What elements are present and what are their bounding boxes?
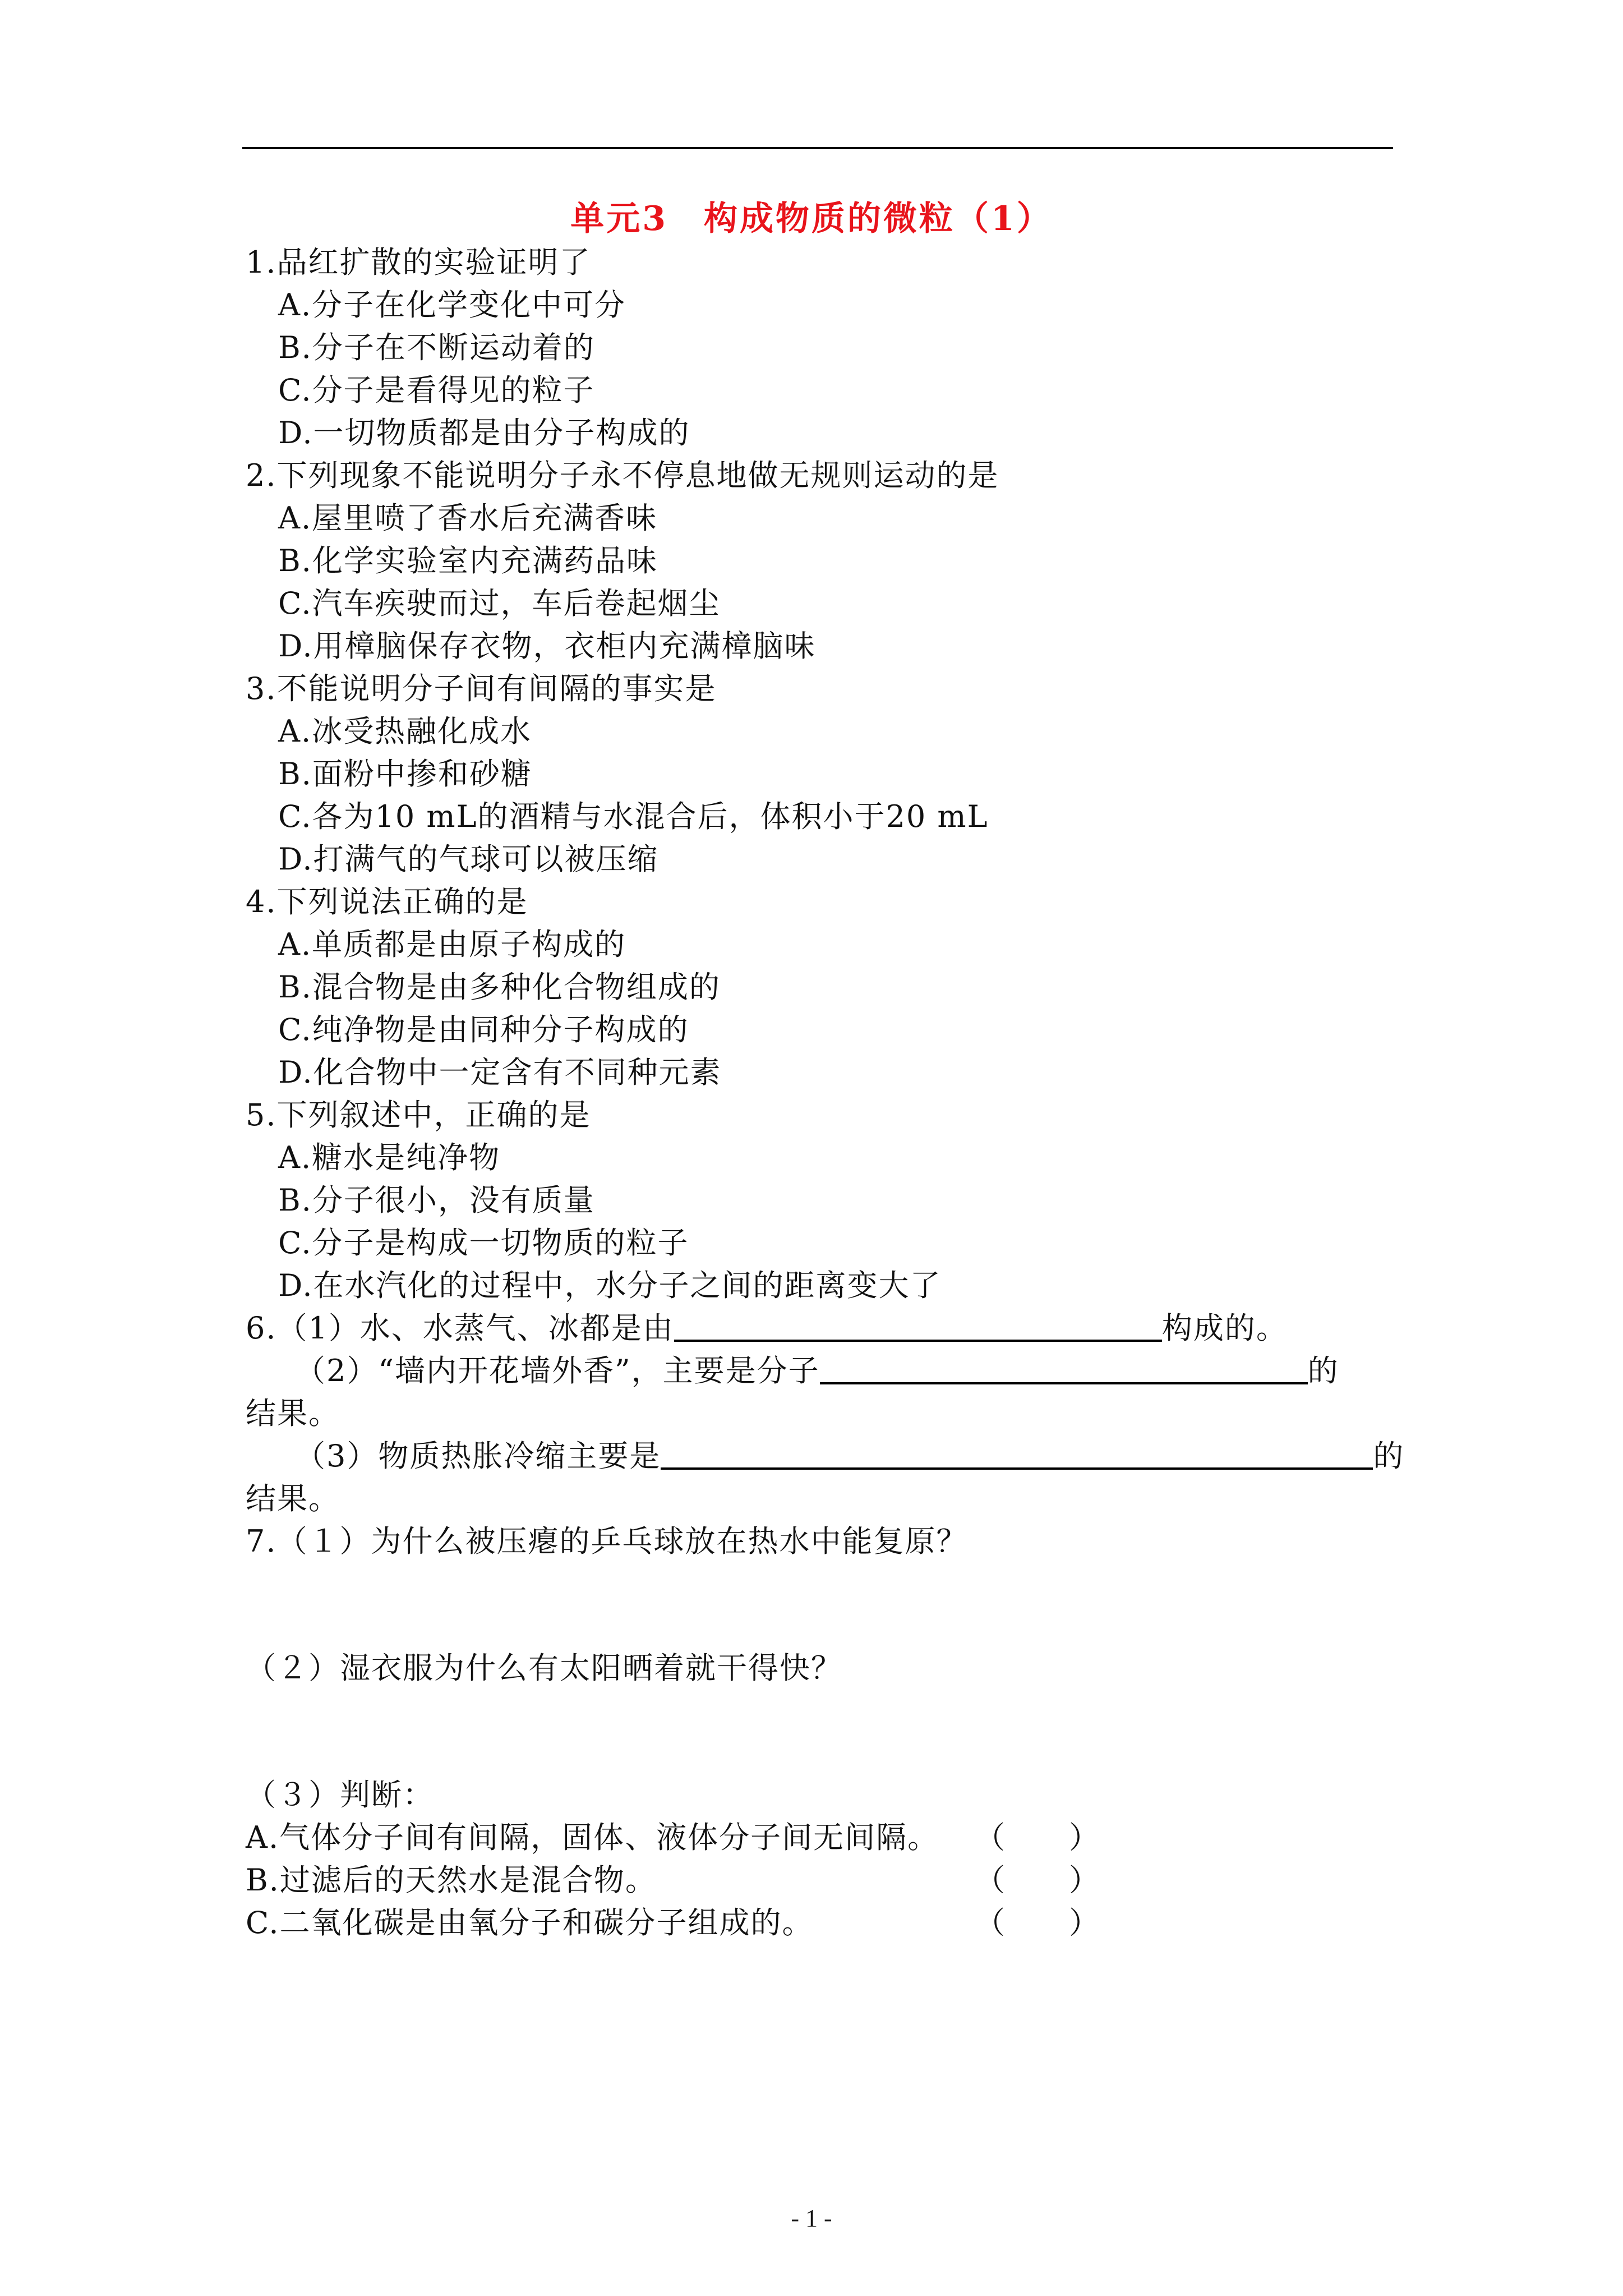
question-text: 的 — [1307, 1353, 1339, 1388]
option: B.面粉中掺和砂糖 — [278, 756, 532, 792]
answer-blank[interactable] — [661, 1436, 1373, 1470]
question-stem: 4.下列说法正确的是 — [246, 884, 528, 919]
question-stem: 5.下列叙述中，正确的是 — [246, 1097, 591, 1133]
judge-item — [246, 1816, 1100, 1859]
judge-item — [246, 1902, 1100, 1944]
answer-space[interactable] — [246, 1563, 1395, 1647]
option: B.分子很小，没有质量 — [278, 1182, 595, 1218]
option: A.屋里喷了香水后充满香味 — [278, 500, 658, 536]
option: A.糖水是纯净物 — [278, 1140, 501, 1175]
option: D.用樟脑保存衣物，衣柜内充满樟脑味 — [278, 628, 816, 664]
judge-text: C.二氧化碳是由氧分子和碳分子组成的。 — [246, 1905, 814, 1940]
question-stem: 3.不能说明分子间有间隔的事实是 — [246, 671, 717, 706]
option: D.在水汽化的过程中，水分子之间的距离变大了 — [278, 1268, 942, 1303]
option: C.纯净物是由同种分子构成的 — [278, 1012, 689, 1047]
question-text: 的 — [1373, 1438, 1405, 1474]
question-text: 结果。 — [246, 1396, 340, 1431]
option: D.打满气的气球可以被压缩 — [278, 841, 659, 877]
judge-item — [246, 1859, 1100, 1902]
answer-paren[interactable]: （ ） — [975, 1905, 1100, 1940]
option: A.分子在化学变化中可分 — [278, 287, 626, 323]
judge-text: B.过滤后的天然水是混合物。 — [246, 1862, 657, 1898]
question-stem: 1.品红扩散的实验证明了 — [246, 245, 591, 280]
answer-blank[interactable] — [674, 1308, 1162, 1342]
option: C.分子是看得见的粒子 — [278, 372, 595, 408]
question-stem: （２）湿衣服为什么有太阳晒着就干得快？ — [246, 1650, 842, 1686]
question-stem: 7.（１）为什么被压瘪的乒乓球放在热水中能复原？ — [246, 1524, 968, 1559]
header-rule — [242, 147, 1393, 149]
page-title: 单元3 构成物质的微粒（1） — [570, 199, 1053, 238]
option: D.化合物中一定含有不同种元素 — [278, 1055, 722, 1090]
option: C.各为10 mL的酒精与水混合后，体积小于20 mL — [278, 799, 989, 834]
question-text: 结果。 — [246, 1481, 340, 1516]
option: B.分子在不断运动着的 — [278, 330, 595, 365]
option: B.化学实验室内充满药品味 — [278, 543, 658, 578]
answer-blank[interactable] — [820, 1351, 1308, 1384]
question-text: 6.（1）水、水蒸气、冰都是由 — [246, 1310, 674, 1346]
page-number: - 1 - — [791, 2205, 832, 2232]
answer-paren[interactable]: （ ） — [975, 1862, 1100, 1898]
question-text: 构成的。 — [1161, 1310, 1288, 1346]
option: D.一切物质都是由分子构成的 — [278, 415, 690, 450]
option: A.单质都是由原子构成的 — [278, 927, 626, 962]
question-stem: 2.下列现象不能说明分子永不停息地做无规则运动的是 — [246, 458, 999, 493]
option: C.分子是构成一切物质的粒子 — [278, 1225, 689, 1260]
fill-in-line — [246, 1350, 1395, 1392]
fill-in-line — [246, 1307, 1395, 1350]
question-text: （2）“墙内开花墙外香”，主要是分子 — [295, 1353, 820, 1388]
option: C.汽车疾驶而过，车后卷起烟尘 — [278, 586, 721, 621]
fill-in-line — [246, 1435, 1405, 1478]
answer-paren[interactable]: （ ） — [975, 1820, 1100, 1855]
question-stem: （３）判断： — [246, 1777, 434, 1812]
judge-text: A.气体分子间有间隔，固体、液体分子间无间隔。 — [246, 1820, 939, 1855]
option: A.冰受热融化成水 — [278, 714, 532, 749]
worksheet-body — [246, 241, 1405, 1944]
question-text: （3）物质热胀冷缩主要是 — [295, 1438, 661, 1474]
answer-space[interactable] — [246, 1690, 1395, 1774]
option: B.混合物是由多种化合物组成的 — [278, 969, 721, 1005]
